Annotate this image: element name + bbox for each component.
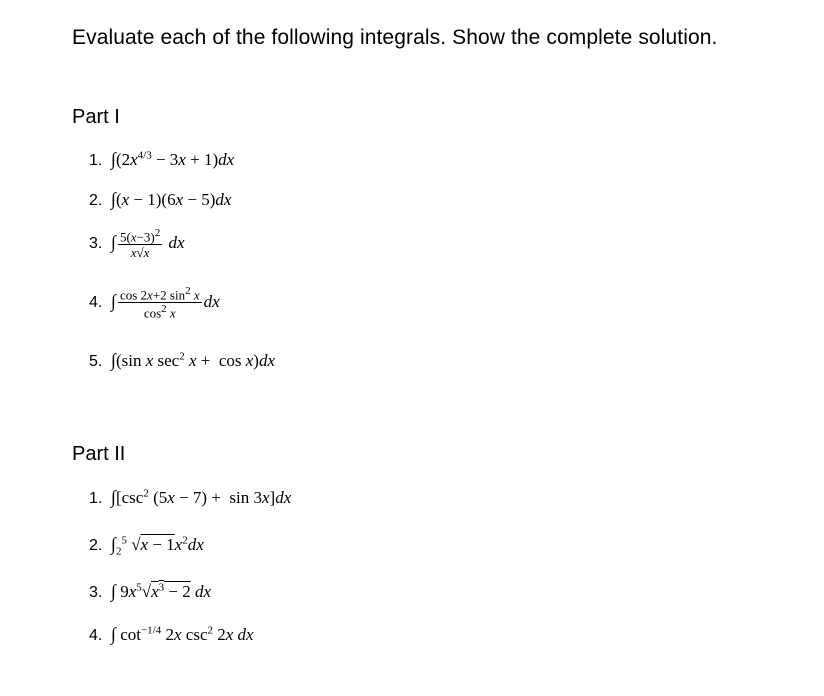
part-2-title: Part II <box>72 443 126 465</box>
problem-number: 5. <box>89 353 103 370</box>
part-1-problem-2 <box>89 190 231 209</box>
integral-expression: ∫(x − 1)(6x − 5)dx <box>111 189 232 209</box>
integral-expression: ∫ $\frac{5(x-3)^2}{x√x}$ dx <box>111 227 185 261</box>
part-2-problem-3 <box>89 582 211 601</box>
problem-number: 1. <box>89 152 103 169</box>
integral-expression: ∫ $\cot^{-1/4} 2x$ $\csc^2 2x$ dx <box>111 624 254 644</box>
part-1-problem-3 <box>89 228 185 259</box>
problem-number: 4. <box>89 627 103 644</box>
part-1-problem-5 <box>89 351 275 370</box>
problem-number: 3. <box>89 584 103 601</box>
problem-number: 1. <box>89 490 103 507</box>
problem-number: 2. <box>89 192 103 209</box>
part-1-problem-4 <box>89 286 220 320</box>
part-1-problem-1 <box>89 150 234 169</box>
integral-expression: ∫(sin x $\sec^2 x + \cos x)dx$ <box>111 350 276 370</box>
problem-number: 3. <box>89 234 103 252</box>
integral-expression: $\int_2^5$ $√x - 1x^2dx$ <box>111 534 204 558</box>
integral-expression: ∫ $9x^5√x^3 - 2$ dx <box>111 581 212 601</box>
part-1-title: Part I <box>72 106 120 128</box>
problem-number: 2. <box>89 537 103 554</box>
part-2-problem-2 <box>89 535 204 557</box>
integral-expression: ∫ $\frac{\cos 2x+2 \sin^2 x}{\cos^2 x}$ dx <box>111 285 220 321</box>
part-2-problem-4 <box>89 625 254 644</box>
problem-number: 4. <box>89 293 103 311</box>
part-2-problem-1 <box>89 488 291 507</box>
page-heading: Evaluate each of the following integrals. Show the complete solution. <box>72 26 718 49</box>
integral-expression: $\int[\csc^2$ (5x − 7) + sin 3x]dx <box>111 487 292 507</box>
integral-expression: $\int(2x^{4/3} - 3x + 1)dx$ <box>111 149 235 169</box>
